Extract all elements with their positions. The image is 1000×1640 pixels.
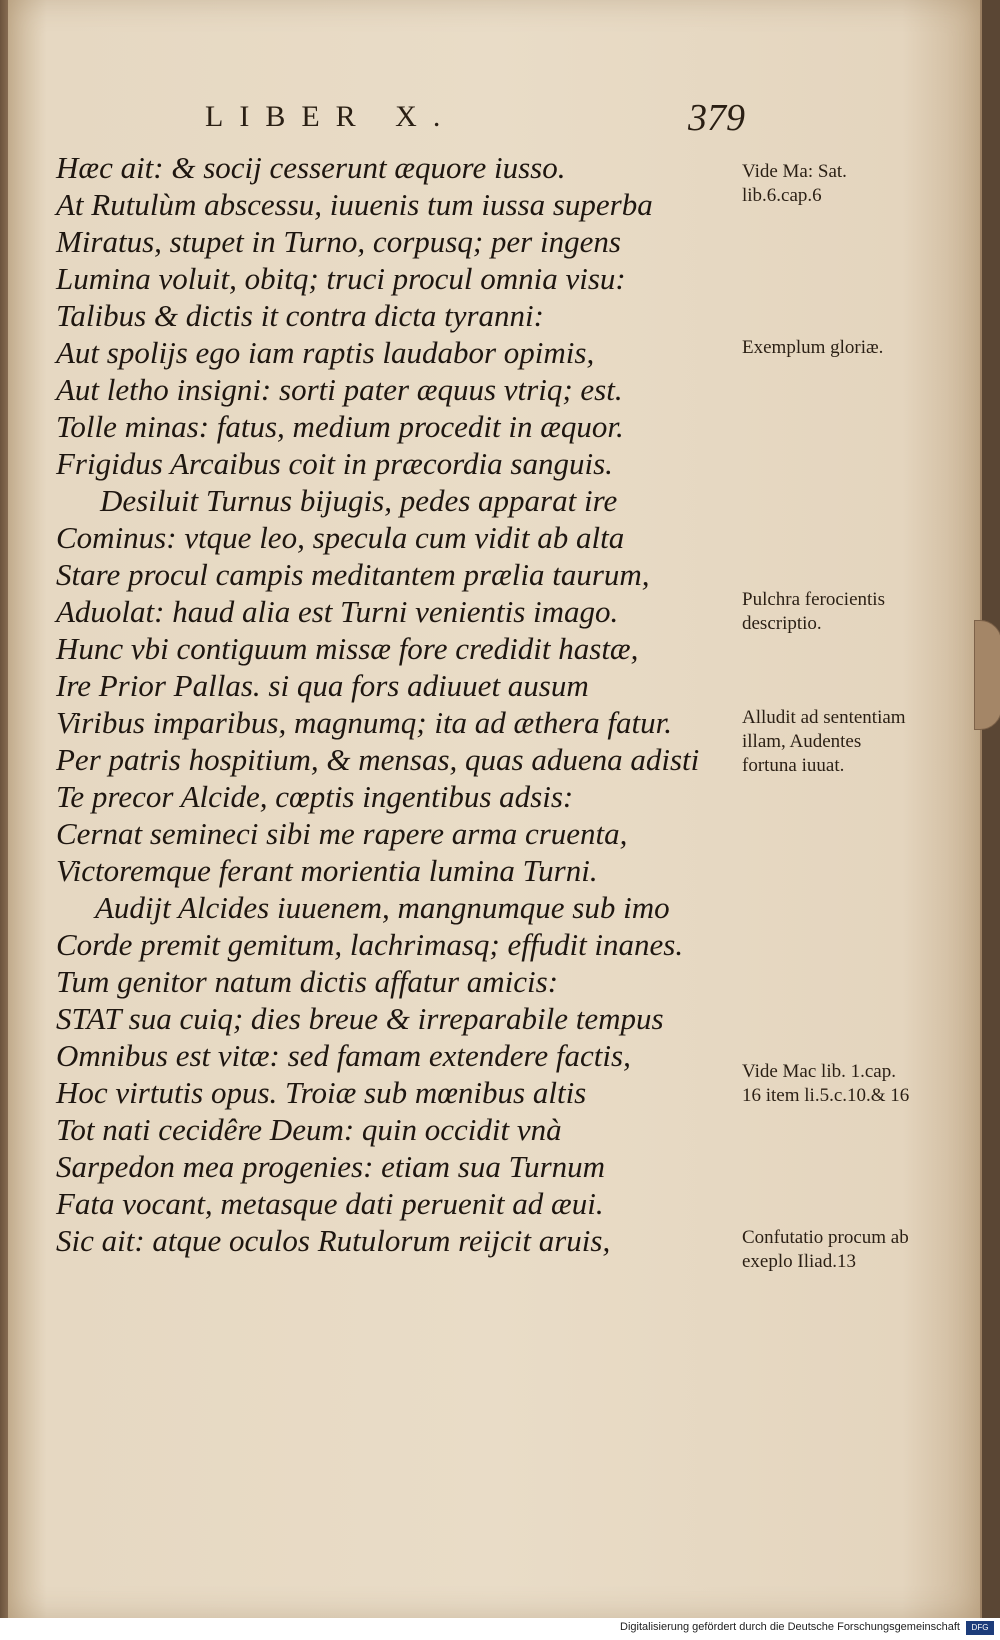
- verse-line: Tolle minas: fatus, medium procedit in æquor.: [56, 409, 624, 444]
- verse-line: Tot nati cecidêre Deum: quin occidit vnà: [56, 1112, 562, 1147]
- page-header: [205, 97, 745, 144]
- verse-line: Aut spolijs ego iam raptis laudabor opimis,: [56, 335, 595, 370]
- footer-bar: [0, 1618, 1000, 1640]
- verse-line: Viribus imparibus, magnumq; ita ad æthera fatur.: [56, 705, 673, 740]
- verse-line: Aut letho insigni: sorti pater æquus vtriq; est.: [56, 372, 623, 407]
- marginal-note: Vide Ma: Sat. lib.6.cap.6: [742, 161, 847, 206]
- verse-line: Omnibus est vitæ: sed famam extendere factis,: [56, 1038, 631, 1073]
- verse-line: Cominus: vtque leo, specula cum vidit ab alta: [56, 520, 625, 555]
- footer-credit: Digitalisierung gefördert durch die Deutsche Forschungsgemeinschaft: [620, 1621, 960, 1633]
- verse-line: Victoremque ferant morientia lumina Turni.: [56, 853, 598, 888]
- marginal-note: Alludit ad sententiam illam, Audentes fortuna iuuat.: [742, 707, 906, 776]
- verse-line: STAT sua cuiq; dies breue & irreparabile tempus: [56, 1001, 664, 1036]
- verse-line: Hunc vbi contiguum missæ fore credidit hastæ,: [56, 631, 639, 666]
- marginal-note: Exemplum gloriæ.: [742, 337, 884, 358]
- verse-line: Stare procul campis meditantem prælia taurum,: [56, 557, 650, 592]
- verse-line: Frigidus Arcaibus coit in præcordia sanguis.: [56, 446, 613, 481]
- verse-line: Fata vocant, metasque dati peruenit ad æui.: [56, 1186, 604, 1221]
- verse-line: Tum genitor natum dictis affatur amicis:: [56, 964, 559, 999]
- verse-line: At Rutulùm abscessu, iuuenis tum iussa superba: [56, 187, 653, 222]
- verse-line: Hoc virtutis opus. Troiæ sub mœnibus altis: [56, 1075, 587, 1110]
- verse-line: Cernat semineci sibi me rapere arma cruenta,: [56, 816, 628, 851]
- marginal-note: Vide Mac lib. 1.cap. 16 item li.5.c.10.& 16: [742, 1061, 910, 1106]
- verse-line: Te precor Alcide, cœptis ingentibus adsis:: [56, 779, 574, 814]
- page-tab: [974, 620, 1000, 730]
- dfg-logo-icon: DFG: [966, 1621, 994, 1635]
- verse-line: Per patris hospitium, & mensas, quas aduena adisti: [56, 742, 700, 777]
- verse-line: Lumina voluit, obitq; truci procul omnia visu:: [56, 261, 626, 296]
- verse-line: Corde premit gemitum, lachrimasq; effudit inanes.: [56, 927, 684, 962]
- verse-line: Sarpedon mea progenies: etiam sua Turnum: [56, 1149, 606, 1184]
- verse-line: Talibus & dictis it contra dicta tyranni:: [56, 298, 544, 333]
- verse-line: Miratus, stupet in Turno, corpusq; per ingens: [56, 224, 621, 259]
- running-head: LIBER X.: [205, 100, 457, 133]
- verse-line: Sic ait: atque oculos Rutulorum reijcit aruis,: [56, 1223, 611, 1258]
- verse-line: Desiluit Turnus bijugis, pedes apparat ire: [100, 483, 618, 518]
- marginal-note: Pulchra ferocientis descriptio.: [742, 589, 885, 634]
- verse-line: Hæc ait: & socij cesserunt æquore iusso.: [56, 150, 566, 185]
- marginal-note: Confutatio procum ab exeplo Iliad.13: [742, 1227, 909, 1272]
- verse-line: Audijt Alcides iuuenem, mangnumque sub imo: [95, 890, 670, 925]
- verse-line: Aduolat: haud alia est Turni venientis imago.: [56, 594, 619, 629]
- verse-line: Ire Prior Pallas. si qua fors adiuuet ausum: [56, 668, 589, 703]
- page-number: 379: [688, 97, 745, 139]
